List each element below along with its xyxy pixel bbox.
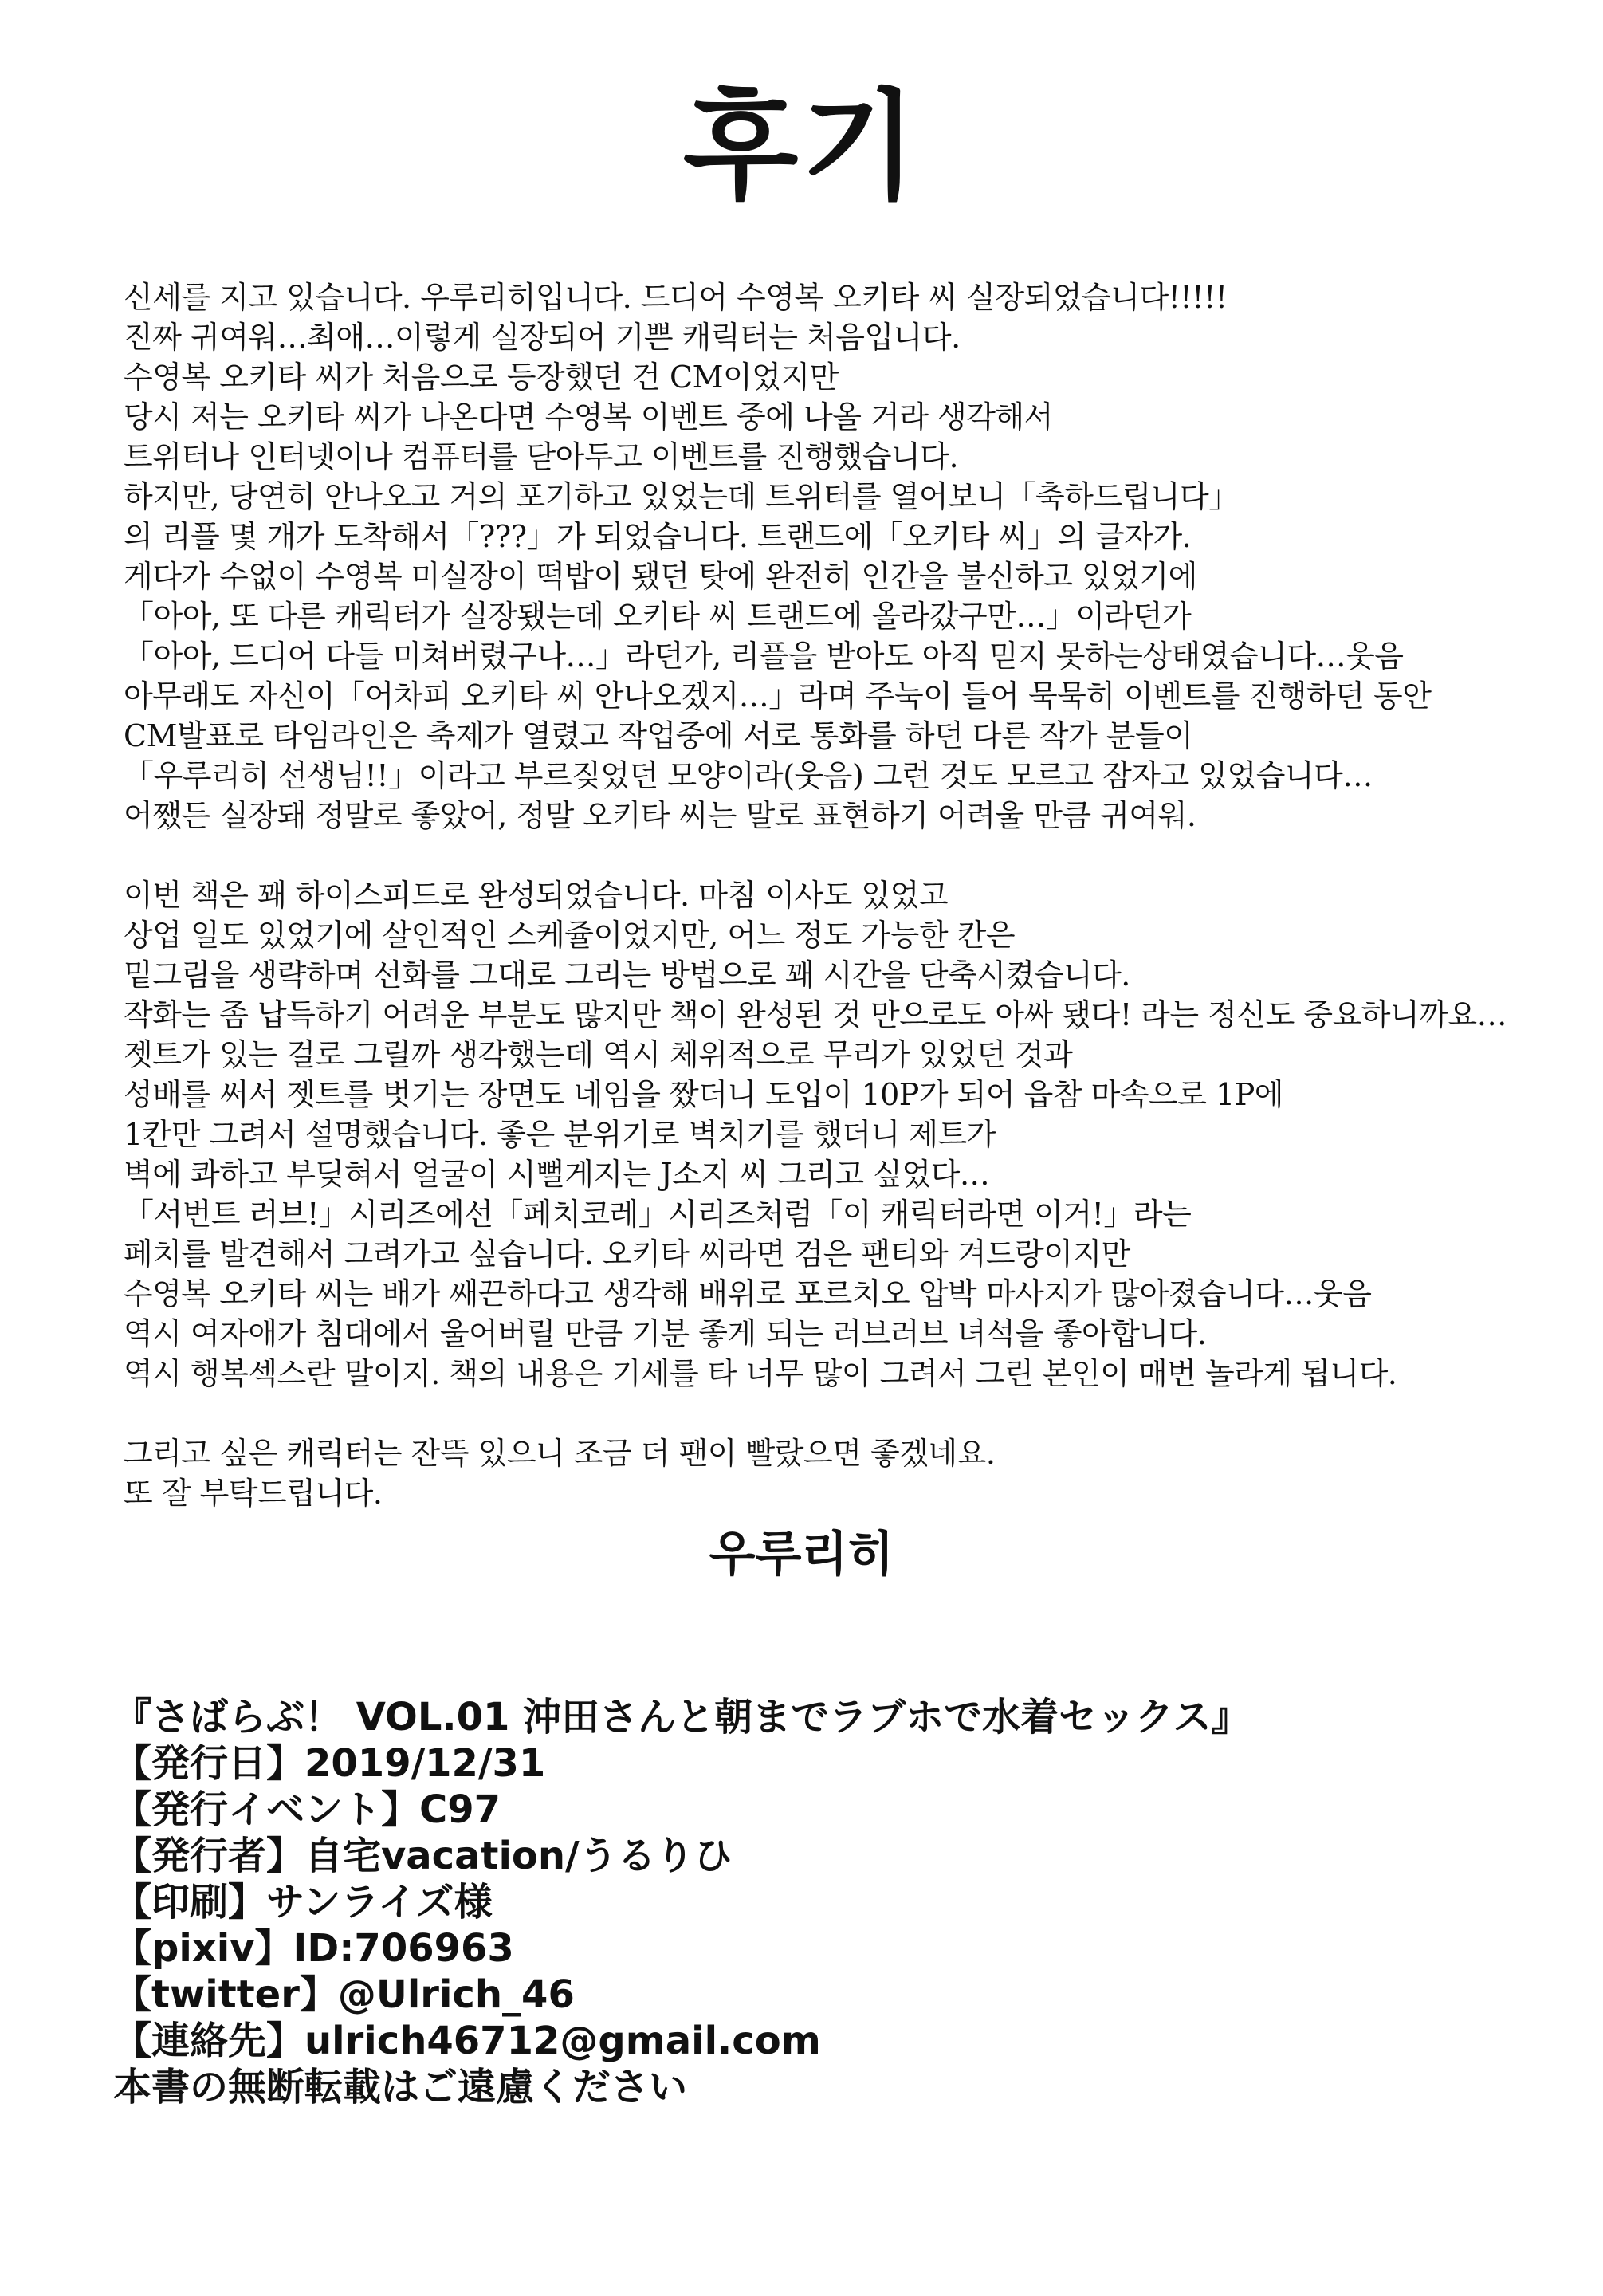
paragraph-2 (124, 875, 1507, 1394)
text-line: 페치를 발견해서 그려가고 싶습니다. 오키타 씨라면 검은 팬티와 겨드랑이지만 (124, 1236, 1130, 1272)
colophon-printer: 【印刷】サンライズ様 (113, 1880, 493, 1924)
text-line: 신세를 지고 있습니다. 우루리히입니다. 드디어 수영복 오키타 씨 실장되었습니다!!!!! (124, 280, 1228, 315)
text-line: 당시 저는 오키타 씨가 나온다면 수영복 이벤트 중에 나올 거라 생각해서 (124, 399, 1053, 434)
page-title: 후기 (682, 78, 921, 217)
author-signature: 우루리히 (709, 1527, 894, 1582)
text-line: 의 리플 몇 개가 도착해서「???」가 되었습니다. 트랜드에「오키타 씨」의 글자가. (124, 519, 1192, 554)
text-line: 역시 여자애가 침대에서 울어버릴 만큼 기분 좋게 되는 러브러브 녀석을 좋아합니다. (124, 1316, 1207, 1351)
colophon-twitter: 【twitter】@Ulrich_46 (113, 1972, 575, 2017)
text-line: 트위터나 인터넷이나 컴퓨터를 닫아두고 이벤트를 진행했습니다. (124, 439, 959, 474)
text-line: 1칸만 그려서 설명했습니다. 좋은 분위기로 벽치기를 했더니 제트가 (124, 1117, 996, 1152)
text-line: 역시 행복섹스란 말이지. 책의 내용은 기세를 타 너무 많이 그려서 그린 본인이 매번 놀라게 됩니다. (124, 1356, 1397, 1391)
text-line: 상업 일도 있었기에 살인적인 스케쥴이었지만, 어느 정도 가능한 칸은 (124, 918, 1016, 953)
text-line: 수영복 오키타 씨는 배가 쌔끈하다고 생각해 배위로 포르치오 압박 마사지가 많아졌습니다…웃음 (124, 1276, 1372, 1311)
text-line: 게다가 수없이 수영복 미실장이 떡밥이 됐던 탓에 완전히 인간을 불신하고 있었기에 (124, 559, 1197, 594)
text-line: 하지만, 당연히 안나오고 거의 포기하고 있었는데 트위터를 열어보니「축하드립니다」 (124, 479, 1239, 514)
text-line: CM발표로 타임라인은 축제가 열렸고 작업중에 서로 통화를 하던 다른 작가 분들이 (124, 718, 1193, 753)
text-line: 밑그림을 생략하며 선화를 그대로 그리는 방법으로 꽤 시간을 단축시켰습니다. (124, 957, 1130, 993)
paragraph-3 (124, 1433, 1495, 1513)
text-line: 그리고 싶은 캐릭터는 잔뜩 있으니 조금 더 팬이 빨랐으면 좋겠네요. (124, 1436, 996, 1471)
text-line: 작화는 좀 납득하기 어려운 부분도 많지만 책이 완성된 것 만으로도 아싸 됐다! 라는 정신도 중요하니까요… (124, 997, 1507, 1032)
colophon-release-date: 【発行日】2019/12/31 (113, 1741, 546, 1786)
text-line: 「아아, 드디어 다들 미쳐버렸구나…」라던가, 리플을 받아도 아직 믿지 못하는상태였습니다…웃음 (124, 639, 1404, 674)
colophon (113, 1694, 1516, 2110)
paragraph-1 (124, 277, 1495, 835)
colophon-release-event: 【発行イベント】C97 (113, 1787, 501, 1832)
text-line: 또 잘 부탁드립니다. (124, 1476, 383, 1511)
text-line: 이번 책은 꽤 하이스피드로 완성되었습니다. 마침 이사도 있었고 (124, 878, 949, 913)
colophon-publisher: 【発行者】自宅vacation/うるりひ (113, 1834, 733, 1878)
colophon-notice: 本書の無断転載はご遠慮ください (113, 2065, 688, 2109)
text-line: 아무래도 자신이「어차피 오키타 씨 안나오겠지…」라며 주눅이 들어 묵묵히 이벤트를 진행하던 동안 (124, 678, 1432, 714)
text-line: 어쨌든 실장돼 정말로 좋았어, 정말 오키타 씨는 말로 표현하기 어려울 만큼 귀여워. (124, 798, 1196, 833)
text-line: 「우루리히 선생님!!」이라고 부르짖었던 모양이라(웃음) 그런 것도 모르고 잠자고 있었습니다… (124, 758, 1373, 793)
afterword-body (124, 277, 1507, 1553)
colophon-pixiv: 【pixiv】ID:706963 (113, 1926, 514, 1971)
text-line: 진짜 귀여워…최애…이렇게 실장되어 기쁜 캐릭터는 처음입니다. (124, 320, 961, 355)
colophon-contact: 【連絡先】ulrich46712@gmail.com (113, 2019, 821, 2063)
text-line: 젯트가 있는 걸로 그릴까 생각했는데 역시 체위적으로 무리가 있었던 것과 (124, 1037, 1073, 1072)
text-line: 벽에 콰하고 부딪혀서 얼굴이 시뻘게지는 J소지 씨 그리고 싶었다… (124, 1157, 990, 1192)
text-line: 성배를 써서 젯트를 벗기는 장면도 네임을 짰더니 도입이 10P가 되어 읍참 마속으로 1P에 (124, 1077, 1283, 1112)
text-line: 「아아, 또 다른 캐릭터가 실장됐는데 오키타 씨 트랜드에 올라갔구만…」이라던가 (124, 599, 1192, 634)
colophon-book-title: 『さばらぶ！ VOL.01 沖田さんと朝までラブホで水着セックス』 (113, 1695, 1250, 1740)
text-line: 수영복 오키타 씨가 처음으로 등장했던 건 CM이었지만 (124, 360, 839, 395)
text-line: 「서번트 러브!」시리즈에선「페치코레」시리즈처럼「이 캐릭터라면 이거!」라는 (124, 1197, 1192, 1232)
